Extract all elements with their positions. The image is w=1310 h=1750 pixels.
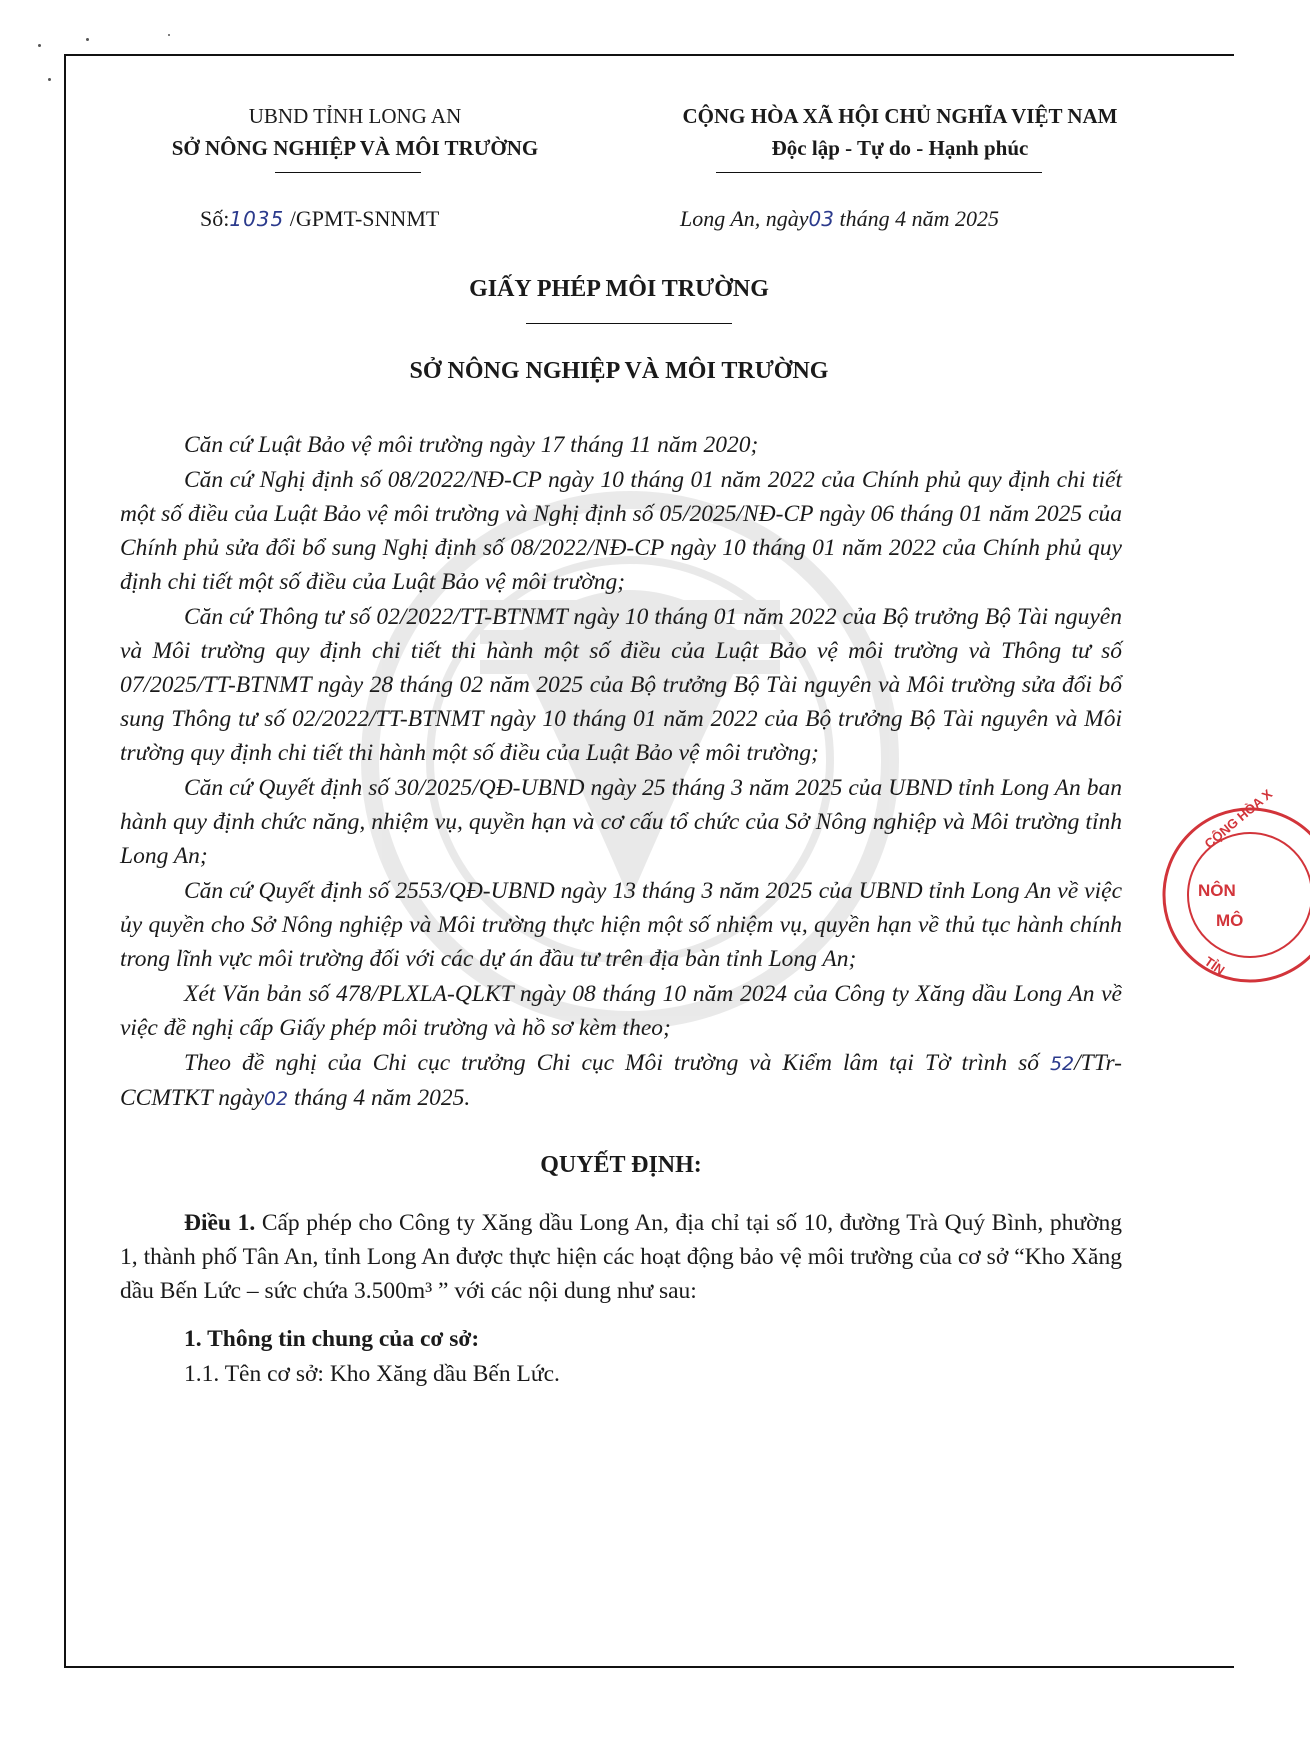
article-1-text: Cấp phép cho Công ty Xăng dầu Long An, địa chỉ tại số 10, đường Trà Quý Bình, phường 1, thành phố Tân An, tỉnh Long An được thực hiện các hoạt động bảo vệ môi trường của cơ sở “Kho Xăng dầu Bến Lức – sức chứa 3.500m³ ” với các nội dung như sau: <box>120 1210 1122 1304</box>
proposal-text: Theo đề nghị của Chi cục trưởng Chi cục Môi trường và Kiểm lâm tại Tờ trình số <box>184 1050 1039 1076</box>
motto-underline <box>716 172 1042 173</box>
scan-speck <box>38 44 41 47</box>
agency-parent: UBND TỈNH LONG AN <box>248 104 462 128</box>
document-number <box>200 206 439 232</box>
legal-basis: Xét Văn bản số 478/PLXLA-QLKT ngày 08 tháng 10 năm 2024 của Công ty Xăng dầu Long An về việc đề nghị cấp Giấy phép môi trường và hồ sơ kèm theo; <box>120 981 1122 1041</box>
document-date <box>680 206 999 232</box>
document-body <box>120 428 1122 1392</box>
proposal-paragraph <box>120 1046 1122 1116</box>
legal-basis: Căn cứ Quyết định số 2553/QĐ-UBND ngày 13 tháng 3 năm 2025 của UBND tỉnh Long An về việc ủy quyền cho Sở Nông nghiệp và Môi trường thực hiện một số nhiệm vụ, quyền hạn về thủ tục hành chính trong lĩnh vực môi trường đối với các dự án đầu tư trên địa bàn tỉnh Long An; <box>120 878 1122 972</box>
proposal-text: /TTr-CCMTKT ngày <box>120 1050 1123 1111</box>
legal-basis: Căn cứ Quyết định số 30/2025/QĐ-UBND ngày 25 tháng 3 năm 2025 của UBND tỉnh Long An ban hành quy định chức năng, nhiệm vụ, quyền hạn và cơ cấu tổ chức của Sở Nông nghiệp và Môi trường tỉnh Long An; <box>120 775 1122 869</box>
scan-speck <box>168 34 170 36</box>
doc-number-suffix: /GPMT-SNNMT <box>289 206 440 231</box>
proposal-handwritten-number: 52 <box>1049 1053 1075 1075</box>
agency-header <box>120 100 590 164</box>
doc-number-prefix: Số: <box>200 206 230 231</box>
section-1-item: 1.1. Tên cơ sở: Kho Xăng dầu Bến Lức. <box>184 1361 560 1387</box>
article-1-label: Điều 1. <box>184 1210 256 1236</box>
red-seal-stamp <box>1160 786 1310 990</box>
doc-date-suffix: tháng 4 năm 2025 <box>839 206 999 231</box>
agency-name: SỞ NÔNG NGHIỆP VÀ MÔI TRƯỜNG <box>171 136 539 160</box>
title-underline <box>526 323 732 324</box>
document-title: GIẤY PHÉP MÔI TRƯỜNG <box>469 276 769 302</box>
legal-basis: Căn cứ Luật Bảo vệ môi trường ngày 17 tháng 11 năm 2020; <box>184 432 759 458</box>
proposal-handwritten-day: 02 <box>263 1088 289 1110</box>
agency-underline <box>275 172 421 173</box>
doc-date-handwritten-day: 03 <box>808 207 834 231</box>
section-1-heading: 1. Thông tin chung của cơ sở: <box>184 1326 480 1352</box>
article-1 <box>120 1206 1122 1308</box>
legal-basis: Căn cứ Nghị định số 08/2022/NĐ-CP ngày 10 tháng 01 năm 2022 của Chính phủ quy định chi tiết một số điều của Luật Bảo vệ môi trường và Nghị định số 05/2025/NĐ-CP ngày 06 tháng 01 năm 2025 của Chính phủ sửa đổi bổ sung Nghị định số 08/2022/NĐ-CP ngày 10 tháng 01 năm 2022 của Chính phủ quy định chi tiết một số điều của Luật Bảo vệ môi trường; <box>120 467 1122 595</box>
nation-name: CỘNG HÒA XÃ HỘI CHỦ NGHĨA VIỆT NAM <box>682 104 1118 128</box>
legal-basis: Căn cứ Thông tư số 02/2022/TT-BTNMT ngày 10 tháng 01 năm 2022 của Bộ trưởng Bộ Tài nguyên và Môi trường quy định chi tiết thi hành một số điều của Luật Bảo vệ môi trường và Thông tư số 07/2025/TT-BTNMT ngày 28 tháng 02 năm 2025 của Bộ trưởng Bộ Tài nguyên và Môi trường sửa đổi bổ sung Thông tư số 02/2022/TT-BTNMT ngày 10 tháng 01 năm 2022 của Bộ trưởng Bộ Tài nguyên và Môi trường quy định chi tiết thi hành một số điều của Luật Bảo vệ môi trường; <box>120 604 1122 766</box>
scan-speck <box>48 78 51 81</box>
seal-text: TỈN <box>1201 953 1228 978</box>
doc-date-prefix: Long An, ngày <box>680 206 809 231</box>
motto: Độc lập - Tự do - Hạnh phúc <box>771 136 1029 160</box>
seal-text: NÔN <box>1198 881 1236 900</box>
doc-number-handwritten: 1035 <box>229 207 285 231</box>
proposal-text: tháng 4 năm 2025. <box>293 1085 471 1111</box>
nation-header <box>600 100 1200 164</box>
issuer-title: SỞ NÔNG NGHIỆP VÀ MÔI TRƯỜNG <box>409 358 829 384</box>
seal-text: MÔ <box>1216 911 1244 930</box>
decision-heading: QUYẾT ĐỊNH: <box>540 1152 702 1178</box>
seal-text: CỘNG HÒA X <box>1201 786 1276 852</box>
scan-speck <box>86 38 89 41</box>
